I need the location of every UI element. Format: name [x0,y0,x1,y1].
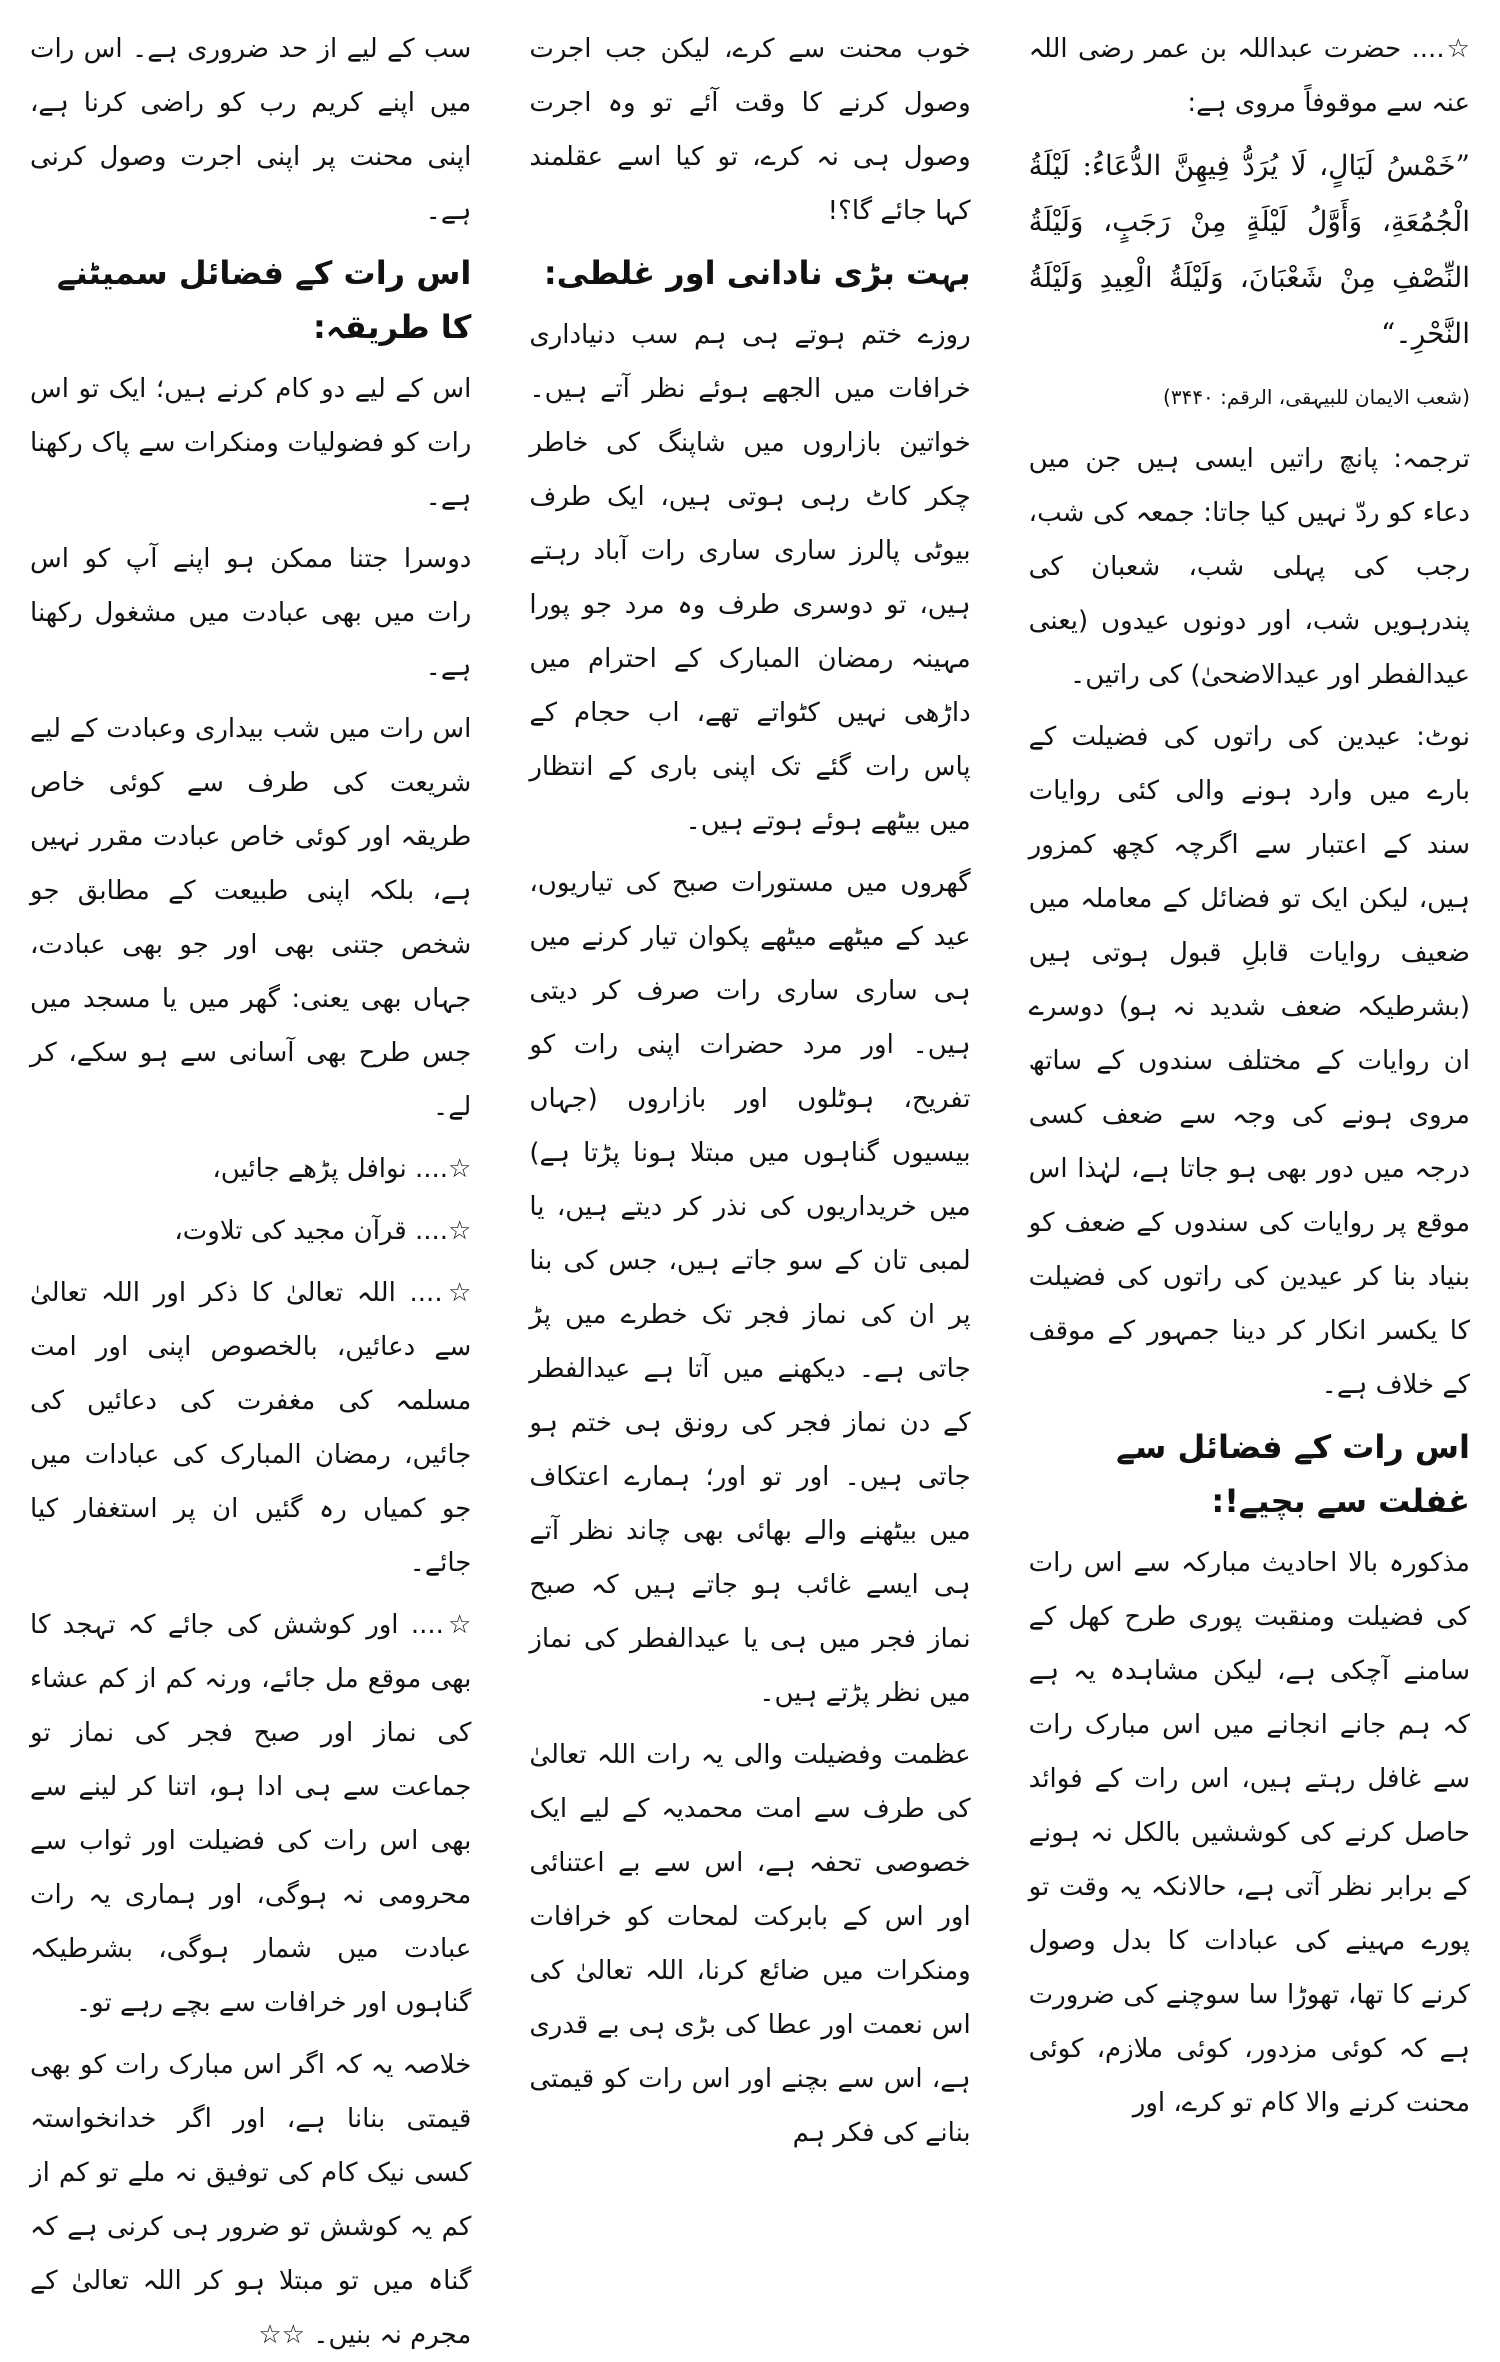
paragraph: خلاصہ یہ کہ اگر اس مبارک رات کو بھی قیمتی بنانا ہے، اور اگر خدانخواستہ کسی نیک کام کی توفیق نہ ملے تو کم از کم یہ کوشش تو ضرور ہی کرنی ہے کہ گناہ میں تو مبتلا ہو کر اللہ تعالیٰ کے مجرم نہ بنیں۔ ☆☆ [30,2050,472,2350]
paragraph: سب کے لیے از حد ضروری ہے۔ اس رات میں اپنے کریم رب کو راضی کرنا ہے، اپنی محنت پر اپنی اجرت وصول کرنی ہے۔ [30,34,472,226]
column-middle [529,22,970,2180]
bullet-item: ☆.... قرآن مجید کی تلاوت، [174,1216,472,1246]
bullet-item: ☆.... اور کوشش کی جائے کہ تہجد کا بھی موقع مل جائے، ورنہ کم از کم عشاء کی نماز اور صبح فجر کی نماز تو جماعت سے ہی ادا ہو، اتنا کر لینے سے بھی اس رات کی فضیلت اور ثواب سے محرومی نہ ہوگی، اور ہماری یہ رات عبادت میں شمار ہوگی، بشرطیکہ گناہوں اور خرافات سے بچے رہے تو۔ [30,1610,472,2018]
paragraph: ترجمہ: پانچ راتیں ایسی ہیں جن میں دعاء کو ردّ نہیں کیا جاتا: جمعہ کی شب، رجب کی پہلی شب، شعبان کی پندرہویں شب، اور دونوں عیدوں (یعنی عیدالفطر اور عیدالاضحیٰ) کی راتیں۔ [1028,444,1470,690]
section-heading: اس رات کے فضائل سے غفلت سے بچیے!: [1116,1428,1470,1520]
arabic-hadith-text: ”خَمْسُ لَيَالٍ، لَا يُرَدُّ فِيهِنَّ الدُّعَاءُ: لَيْلَةُ الْجُمُعَةِ، وَأَوَّلُ لَيْلَةٍ مِنْ رَجَبٍ، وَلَيْلَةُ النِّصْفِ مِنْ شَعْبَانَ، وَلَيْلَةُ الْعِيدِ وَلَيْلَةُ النَّحْرِ۔“ [1028,149,1470,350]
column-left [30,22,472,2350]
paragraph: عظمت وفضیلت والی یہ رات اللہ تعالیٰ کی طرف سے امت محمدیہ کے لیے ایک خصوصی تحفہ ہے، اس سے بے اعتنائی اور اس کے بابرکت لمحات کو خرافات ومنکرات میں ضائع کرنا، اللہ تعالیٰ کی اس نعمت اور عطا کی بڑی ہی بے قدری ہے، اس سے بچنے اور اس رات کو قیمتی بنانے کی فکر ہم [529,1740,971,2148]
paragraph: اس کے لیے دو کام کرنے ہیں؛ ایک تو اس رات کو فضولیات ومنکرات سے پاک رکھنا ہے۔ [30,374,472,512]
section-heading: اس رات کے فضائل سمیٹنے کا طریقہ: [56,254,472,346]
hadith-citation: (شعب الایمان للبیہقی، الرقم: ۳۴۴۰) [1163,385,1470,409]
paragraph: مذکورہ بالا احادیث مبارکہ سے اس رات کی فضیلت ومنقبت پوری طرح کھل کے سامنے آچکی ہے، لیکن مشاہدہ یہ ہے کہ ہم جانے انجانے میں اس مبارک رات سے غافل رہتے ہیں، اس رات کے فوائد حاصل کرنے کی کوششیں بالکل نہ ہونے کے برابر نظر آتی ہے، حالانکہ یہ وقت تو پورے مہینے کی عبادات کا بدل وصول کرنے کا تھا، تھوڑا سا سوچنے کی ضرورت ہے کہ کوئی مزدور، کوئی ملازم، کوئی محنت کرنے والا کام تو کرے، اور [1028,1548,1470,2118]
paragraph: اس رات میں شب بیداری وعبادت کے لیے شریعت کی طرف سے کوئی خاص طریقہ اور کوئی خاص عبادت مقرر نہیں ہے، بلکہ اپنی طبیعت کے مطابق جو شخص جتنی بھی اور جو بھی عبادت، جہاں بھی یعنی: گھر میں یا مسجد میں جس طرح بھی آسانی سے ہو سکے، کر لے۔ [30,714,472,1122]
section-heading: بہت بڑی نادانی اور غلطی: [543,254,971,292]
paragraph: نوٹ: عیدین کی راتوں کی فضیلت کے بارے میں وارد ہونے والی کئی روایات سند کے اعتبار سے اگرچہ کچھ کمزور ہیں، لیکن ایک تو فضائل کے معاملہ میں ضعیف روایات قابلِ قبول ہوتی ہیں (بشرطیکہ ضعف شدید نہ ہو) دوسرے ان روایات کے مختلف سندوں کے ساتھ مروی ہونے کی وجہ سے ضعف کسی درجہ میں دور بھی ہو جاتا ہے، لہٰذا اس موقع پر روایات کی سندوں کے ضعف کو بنیاد بنا کر عیدین کی راتوں کی فضیلت کا یکسر انکار کر دینا جمہور کے موقف کے خلاف ہے۔ [1028,722,1470,1400]
bullet-item: ☆.... نوافل پڑھے جائیں، [212,1154,472,1184]
paragraph: گھروں میں مستورات صبح کی تیاریوں، عید کے میٹھے میٹھے پکوان تیار کرنے میں ہی ساری ساری رات صرف کر دیتی ہیں۔ اور مرد حضرات اپنی رات کو تفریح، ہوٹلوں اور بازاروں (جہاں بیسیوں گناہوں میں مبتلا ہونا پڑتا ہے) میں خریداریوں کی نذر کر دیتے ہیں، یا لمبی تان کے سو جاتے ہیں، جس کی بنا پر ان کی نماز فجر تک خطرے میں پڑ جاتی ہے۔ دیکھنے میں آتا ہے عیدالفطر کے دن نماز فجر کی رونق ہی ختم ہو جاتی ہیں۔ اور تو اور؛ ہمارے اعتکاف میں بیٹھنے والے بھائی بھی چاند نظر آتے ہی ایسے غائب ہو جاتے ہیں کہ صبح نماز فجر میں ہی یا عیدالفطر کی نماز میں نظر پڑتے ہیں۔ [529,868,971,1708]
paragraph: خوب محنت سے کرے، لیکن جب اجرت وصول کرنے کا وقت آئے تو وہ اجرت وصول ہی نہ کرے، تو کیا اسے عقلمند کہا جائے گا؟! [529,34,971,226]
paragraph: دوسرا جتنا ممکن ہو اپنے آپ کو اس رات میں بھی عبادت میں مشغول رکھنا ہے۔ [30,544,472,682]
column-right [1029,22,1470,2180]
paragraph: روزے ختم ہوتے ہی ہم سب دنیاداری خرافات میں الجھے ہوئے نظر آتے ہیں۔ خواتین بازاروں میں شاپنگ کی خاطر چکر کاٹ رہی ہوتی ہیں، ایک طرف بیوٹی پالرز ساری ساری رات آباد رہتے ہیں، تو دوسری طرف وہ مرد جو پورا مہینہ رمضان المبارک کے احترام میں داڑھی نہیں کٹواتے تھے، اب حجام کے پاس رات گئے تک اپنی باری کے انتظار میں بیٹھے ہوئے ہوتے ہیں۔ [529,320,971,836]
paragraph: ☆.... حضرت عبداللہ بن عمر رضی اللہ عنہ سے موقوفاً مروی ہے: [1028,34,1470,118]
bullet-item: ☆.... اللہ تعالیٰ کا ذکر اور اللہ تعالیٰ سے دعائیں، بالخصوص اپنی اور امت مسلمہ کی مغفرت کی دعائیں کی جائیں، رمضان المبارک کی عبادات میں جو کمیاں رہ گئیں ان پر استغفار کیا جائے۔ [30,1278,472,1578]
